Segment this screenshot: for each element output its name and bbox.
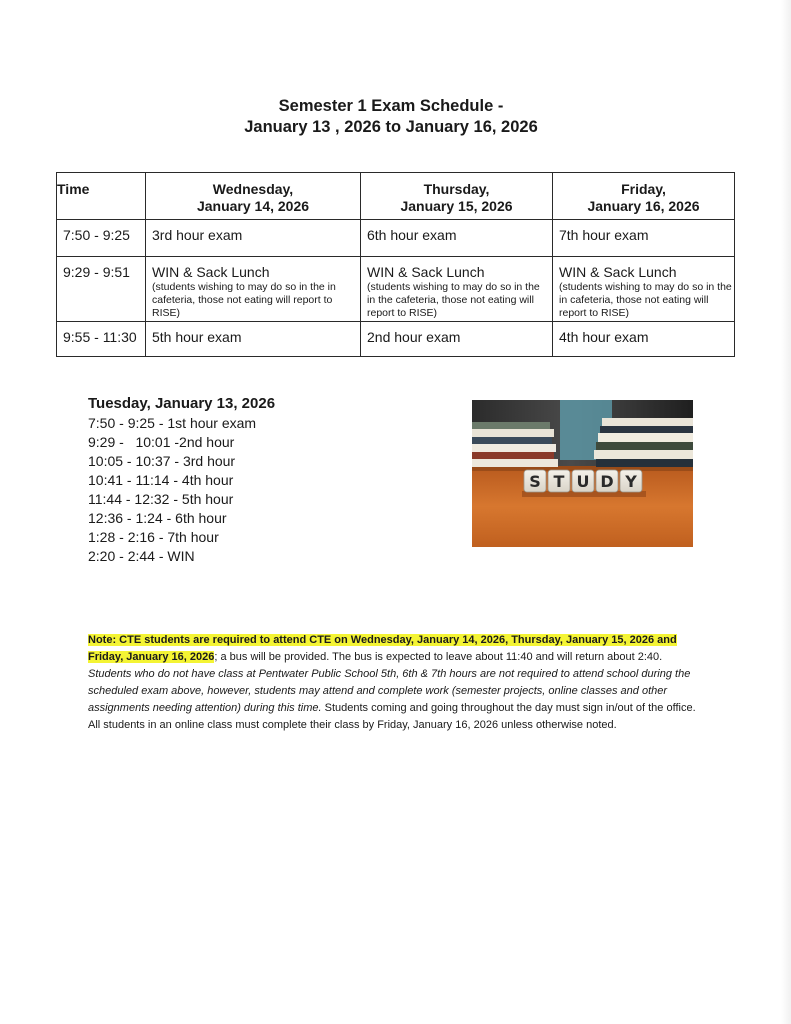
time-cell: 9:29 - 9:51 bbox=[57, 257, 146, 322]
list-item: 2:20 - 2:44 - WIN bbox=[88, 548, 195, 564]
cell-note: (students wishing to may do so in the in the cafeteria, those not eating will report to RISE) bbox=[367, 281, 540, 319]
day-date: January 15, 2026 bbox=[400, 198, 513, 214]
list-item: 11:44 - 12:32 - 5th hour bbox=[88, 491, 234, 507]
list-item: 10:05 - 10:37 - 3rd hour bbox=[88, 453, 236, 469]
day-header-wednesday bbox=[146, 173, 361, 220]
page-edge-shadow bbox=[781, 0, 791, 1024]
block-letter: S bbox=[529, 472, 541, 491]
table-row bbox=[57, 220, 735, 257]
cte-note bbox=[88, 632, 700, 734]
table-header-row bbox=[57, 173, 735, 220]
block-letter: T bbox=[553, 472, 565, 491]
note-highlighted-text: Note: CTE students are required to attend CTE on Wednesday, January 14, 2026, Thursday, January 15, 2026 and Friday, January 16, 2026 bbox=[88, 634, 677, 663]
note-italic-text: Students who do not have class at Pentwater Public School 5th, 6th & 7th hours are not required to attend school during the scheduled exam above, however, students may attend and complete work (semester projects, online classes and other assignments needing attention) during this time. bbox=[88, 668, 691, 714]
note-text-end: Students coming and going throughout the day must sign in/out of the office. All students in an online class must complete their class by Friday, January 16, 2026 unless otherwise noted. bbox=[88, 702, 696, 731]
exam-cell bbox=[361, 257, 553, 322]
list-item: 7:50 - 9:25 - 1st hour exam bbox=[88, 415, 257, 431]
page-title bbox=[0, 96, 782, 138]
time-cell: 7:50 - 9:25 bbox=[57, 220, 146, 257]
exam-cell bbox=[146, 257, 361, 322]
block-letter: Y bbox=[625, 472, 637, 491]
cell-note: (students wishing to may do so in the in cafeteria, those not eating will report to RISE) bbox=[152, 281, 336, 319]
title-line-1: Semester 1 Exam Schedule - bbox=[278, 97, 504, 115]
study-letter-blocks bbox=[524, 470, 642, 492]
day-header-thursday bbox=[361, 173, 553, 220]
exam-cell: 7th hour exam bbox=[553, 220, 735, 257]
study-blocks-photo bbox=[472, 400, 693, 547]
tuesday-heading: Tuesday, January 13, 2026 bbox=[88, 395, 276, 412]
table-row bbox=[57, 257, 735, 322]
exam-cell: 4th hour exam bbox=[553, 322, 735, 357]
note-text: ; a bus will be provided. The bus is expected to leave about 11:40 and will return about 2:40. bbox=[214, 651, 663, 663]
exam-cell: 3rd hour exam bbox=[146, 220, 361, 257]
block-letter: D bbox=[600, 472, 614, 491]
day-header-friday bbox=[553, 173, 735, 220]
table-row bbox=[57, 322, 735, 357]
time-column-header: Time bbox=[57, 173, 146, 220]
day-name: Thursday, bbox=[423, 181, 490, 197]
cell-main-text: WIN & Sack Lunch bbox=[367, 264, 485, 280]
day-date: January 14, 2026 bbox=[196, 198, 310, 214]
exam-cell: 2nd hour exam bbox=[361, 322, 553, 357]
exam-cell: 5th hour exam bbox=[146, 322, 361, 357]
title-line-2: January 13 , 2026 to January 16, 2026 bbox=[244, 118, 538, 136]
exam-schedule-table bbox=[56, 172, 735, 357]
day-date: January 16, 2026 bbox=[587, 198, 700, 214]
cell-note: (students wishing to may do so in the in cafeteria, those not eating will report to RISE) bbox=[559, 281, 732, 319]
list-item: 1:28 - 2:16 - 7th hour bbox=[88, 529, 219, 545]
cell-main-text: WIN & Sack Lunch bbox=[152, 264, 270, 280]
day-name: Wednesday, bbox=[212, 181, 294, 197]
block-letter: U bbox=[576, 472, 590, 491]
exam-cell: 6th hour exam bbox=[361, 220, 553, 257]
cell-main-text: WIN & Sack Lunch bbox=[559, 264, 677, 280]
list-item: 9:29 - 10:01 -2nd hour bbox=[88, 434, 235, 450]
day-name: Friday, bbox=[621, 181, 666, 197]
list-item: 12:36 - 1:24 - 6th hour bbox=[88, 510, 227, 526]
list-item: 10:41 - 11:14 - 4th hour bbox=[88, 472, 234, 488]
time-cell: 9:55 - 11:30 bbox=[57, 322, 146, 357]
exam-cell bbox=[553, 257, 735, 322]
tuesday-schedule bbox=[88, 394, 275, 566]
